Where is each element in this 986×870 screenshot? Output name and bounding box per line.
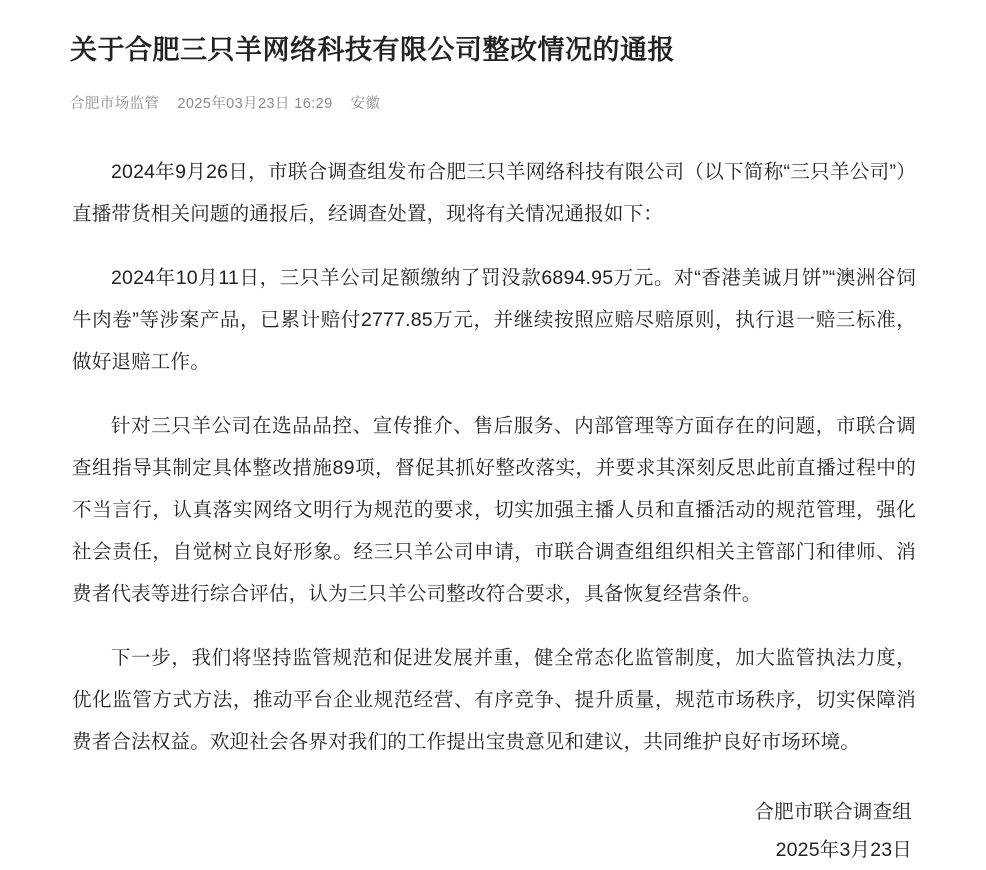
- signature-block: [62, 793, 924, 869]
- page-title: 关于合肥三只羊网络科技有限公司整改情况的通报: [70, 35, 675, 65]
- body-paragraph: 2024年9月26日，市联合调查组发布合肥三只羊网络科技有限公司（以下简称“三只羊公司”）直播带货相关问题的通报后，经调查处置，现将有关情况通报如下：: [72, 161, 916, 225]
- signature-organization: 合肥市联合调查组: [754, 801, 912, 823]
- article-meta: [70, 92, 924, 113]
- body-paragraph: 2024年10月11日，三只羊公司足额缴纳了罚没款6894.95万元。对“香港美诚月饼”“澳洲谷饲牛肉卷”等涉案产品，已累计赔付2777.85万元，并继续按照应赔尽赔原则，执行退一赔三标准，做好退赔工作。: [72, 267, 916, 373]
- body-paragraph: 下一步，我们将坚持监管规范和促进发展并重，健全常态化监管制度，加大监管执法力度，优化监管方式方法，推动平台企业规范经营、有序竞争、提升质量，规范市场秩序，切实保障消费者合法权益。欢迎社会各界对我们的工作提出宝贵意见和建议，共同维护良好市场环境。: [72, 647, 916, 753]
- meta-source[interactable]: 合肥市场监管: [70, 96, 160, 112]
- meta-datetime: 2025年03月23日 16:29: [177, 96, 333, 112]
- article-body: [62, 151, 924, 763]
- signature-date: 2025年3月23日: [775, 839, 912, 861]
- body-paragraph: 针对三只羊公司在选品品控、宣传推介、售后服务、内部管理等方面存在的问题，市联合调查组指导其制定具体整改措施89项，督促其抓好整改落实，并要求其深刻反思此前直播过程中的不当言行，认真落实网络文明行为规范的要求，切实加强主播人员和直播活动的规范管理，强化社会责任，自觉树立良好形象。经三只羊公司申请，市联合调查组组织相关主管部门和律师、消费者代表等进行综合评估，认为三只羊公司整改符合要求，具备恢复经营条件。: [72, 415, 916, 605]
- meta-location: 安徽: [350, 96, 381, 112]
